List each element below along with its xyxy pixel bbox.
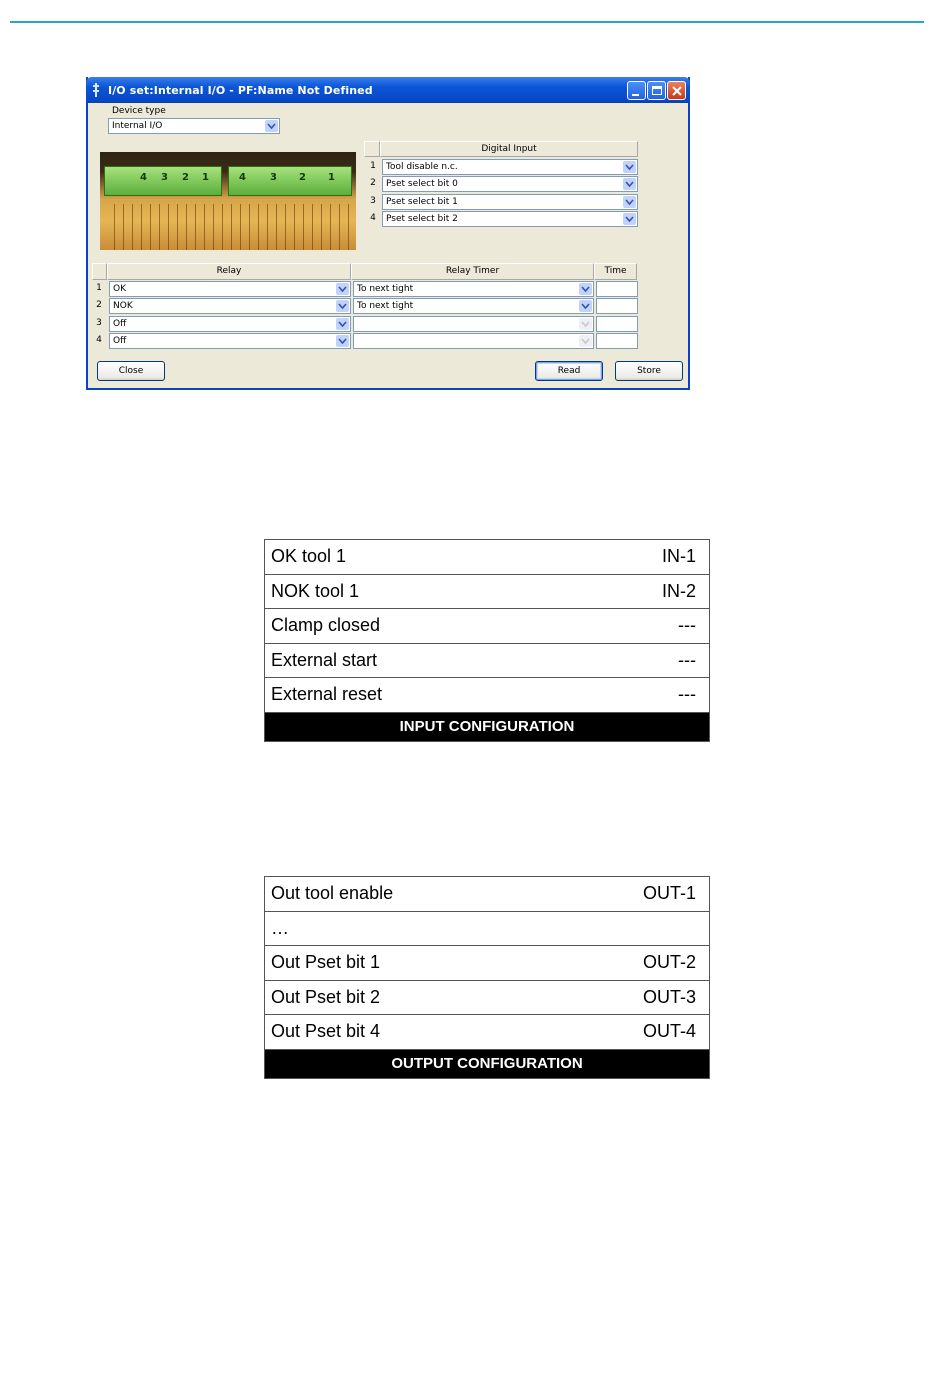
relay-timer-2-dropdown[interactable] bbox=[353, 298, 594, 314]
time-4-input[interactable] bbox=[596, 333, 638, 349]
row-label: External reset bbox=[271, 684, 383, 705]
relay-3-dropdown[interactable] bbox=[109, 316, 351, 332]
chevron-down-icon bbox=[623, 178, 636, 190]
connector-number: 3 bbox=[270, 172, 277, 183]
row-label: OK tool 1 bbox=[271, 546, 347, 566]
title-bar[interactable] bbox=[86, 77, 690, 103]
device-type-dropdown[interactable] bbox=[108, 118, 280, 134]
connector-pin-labels bbox=[106, 204, 350, 250]
relay-timer-1-dropdown[interactable] bbox=[353, 281, 594, 297]
relay-timer-4-dropdown[interactable] bbox=[353, 333, 594, 349]
row-value: OUT-2 bbox=[642, 952, 696, 973]
row-value: OUT-1 bbox=[642, 883, 696, 903]
chevron-down-icon bbox=[579, 335, 592, 347]
row-label: Clamp closed bbox=[271, 615, 381, 636]
relay-1-value: OK bbox=[113, 284, 126, 294]
output-configuration-table bbox=[264, 876, 710, 1079]
row-value: --- bbox=[678, 615, 696, 636]
chevron-down-icon bbox=[623, 196, 636, 208]
relay-row-number: 1 bbox=[96, 283, 102, 293]
relay-2-value: NOK bbox=[113, 301, 133, 311]
time-2-input[interactable] bbox=[596, 298, 638, 314]
connector-number: 3 bbox=[161, 172, 168, 183]
chevron-down-icon bbox=[336, 300, 349, 312]
row-value: OUT-4 bbox=[642, 1021, 696, 1042]
relay-row-number: 3 bbox=[96, 318, 102, 328]
minimize-button[interactable] bbox=[627, 81, 646, 100]
digital-input-2-value: Pset select bit 0 bbox=[386, 179, 458, 189]
relay-3-value: Off bbox=[113, 319, 127, 329]
digital-input-4-value: Pset select bit 2 bbox=[386, 214, 458, 224]
digital-input-2-dropdown[interactable] bbox=[382, 176, 638, 192]
row-label: External start bbox=[271, 649, 378, 670]
relay-timer-header: Relay Timer bbox=[351, 263, 594, 280]
relay-header: Relay bbox=[107, 263, 351, 280]
store-button[interactable]: Store bbox=[615, 361, 683, 381]
io-set-window bbox=[86, 77, 690, 390]
connector-number: 4 bbox=[239, 172, 246, 183]
table-caption: INPUT CONFIGURATION bbox=[265, 713, 709, 741]
chevron-down-icon bbox=[336, 335, 349, 347]
row-label: Out Pset bit 4 bbox=[271, 1021, 381, 1042]
relay-2-dropdown[interactable] bbox=[109, 298, 351, 314]
table-caption: OUTPUT CONFIGURATION bbox=[265, 1050, 709, 1078]
row-value: --- bbox=[678, 684, 696, 705]
row-label: Out tool enable bbox=[271, 883, 394, 903]
close-button[interactable]: Close bbox=[97, 361, 165, 381]
digital-input-4-dropdown[interactable] bbox=[382, 211, 638, 227]
table-row bbox=[265, 946, 709, 981]
digital-input-1-dropdown[interactable] bbox=[382, 159, 638, 175]
window-title: I/O set:Internal I/O - PF:Name Not Defined bbox=[108, 84, 373, 97]
chevron-down-icon bbox=[265, 120, 278, 132]
table-row bbox=[265, 540, 709, 575]
table-row bbox=[265, 877, 709, 912]
connector-number: 1 bbox=[202, 172, 209, 183]
chevron-down-icon bbox=[623, 161, 636, 173]
relay-corner bbox=[92, 263, 107, 280]
connector-number: 2 bbox=[299, 172, 306, 183]
table-row bbox=[265, 981, 709, 1016]
table-row bbox=[265, 1015, 709, 1050]
connector-number: 4 bbox=[140, 172, 147, 183]
close-window-button[interactable] bbox=[667, 81, 686, 100]
chevron-down-icon bbox=[336, 283, 349, 295]
time-header: Time bbox=[594, 263, 637, 280]
row-value: IN-2 bbox=[661, 580, 696, 601]
digital-input-1-value: Tool disable n.c. bbox=[386, 162, 458, 172]
io-connector-image bbox=[100, 152, 356, 250]
table-row bbox=[265, 644, 709, 679]
minimize-icon bbox=[632, 94, 639, 96]
input-configuration-table bbox=[264, 539, 710, 742]
table-row bbox=[265, 609, 709, 644]
row-label: NOK tool 1 bbox=[271, 580, 360, 601]
digital-input-header: Digital Input bbox=[380, 141, 638, 157]
connector-number: 1 bbox=[328, 172, 335, 183]
time-3-input[interactable] bbox=[596, 316, 638, 332]
chevron-down-icon bbox=[579, 300, 592, 312]
table-row bbox=[265, 575, 709, 610]
relay-timer-1-value: To next tight bbox=[357, 284, 414, 294]
row-label: … bbox=[271, 917, 289, 938]
close-icon bbox=[672, 86, 682, 96]
relay-row-number: 4 bbox=[96, 335, 102, 345]
app-icon bbox=[92, 83, 100, 97]
device-type-value: Internal I/O bbox=[112, 121, 163, 131]
relay-timer-3-dropdown[interactable] bbox=[353, 316, 594, 332]
row-value: --- bbox=[678, 649, 696, 670]
device-type-label: Device type bbox=[112, 106, 166, 116]
row-value: IN-1 bbox=[661, 546, 696, 566]
digital-input-row-number: 2 bbox=[370, 178, 376, 188]
digital-input-row-number: 4 bbox=[370, 213, 376, 223]
chevron-down-icon bbox=[623, 213, 636, 225]
relay-timer-2-value: To next tight bbox=[357, 301, 414, 311]
relay-4-dropdown[interactable] bbox=[109, 333, 351, 349]
row-value: OUT-3 bbox=[642, 986, 696, 1007]
relay-4-value: Off bbox=[113, 336, 127, 346]
row-label: Out Pset bit 2 bbox=[271, 986, 381, 1007]
digital-input-row-number: 1 bbox=[370, 161, 376, 171]
time-1-input[interactable] bbox=[596, 281, 638, 297]
row-label: Out Pset bit 1 bbox=[271, 952, 381, 973]
chevron-down-icon bbox=[579, 283, 592, 295]
read-button[interactable]: Read bbox=[535, 361, 603, 381]
chevron-down-icon bbox=[336, 318, 349, 330]
header-rule bbox=[10, 21, 924, 23]
digital-input-row-number: 3 bbox=[370, 196, 376, 206]
maximize-button[interactable] bbox=[647, 81, 666, 100]
table-row bbox=[265, 678, 709, 713]
relay-row-number: 2 bbox=[96, 300, 102, 310]
digital-input-3-dropdown[interactable] bbox=[382, 194, 638, 210]
relay-1-dropdown[interactable] bbox=[109, 281, 351, 297]
digital-input-corner bbox=[364, 141, 380, 157]
maximize-icon bbox=[652, 86, 662, 95]
table-row bbox=[265, 912, 709, 947]
digital-input-3-value: Pset select bit 1 bbox=[386, 197, 458, 207]
connector-number: 2 bbox=[182, 172, 189, 183]
chevron-down-icon bbox=[579, 318, 592, 330]
